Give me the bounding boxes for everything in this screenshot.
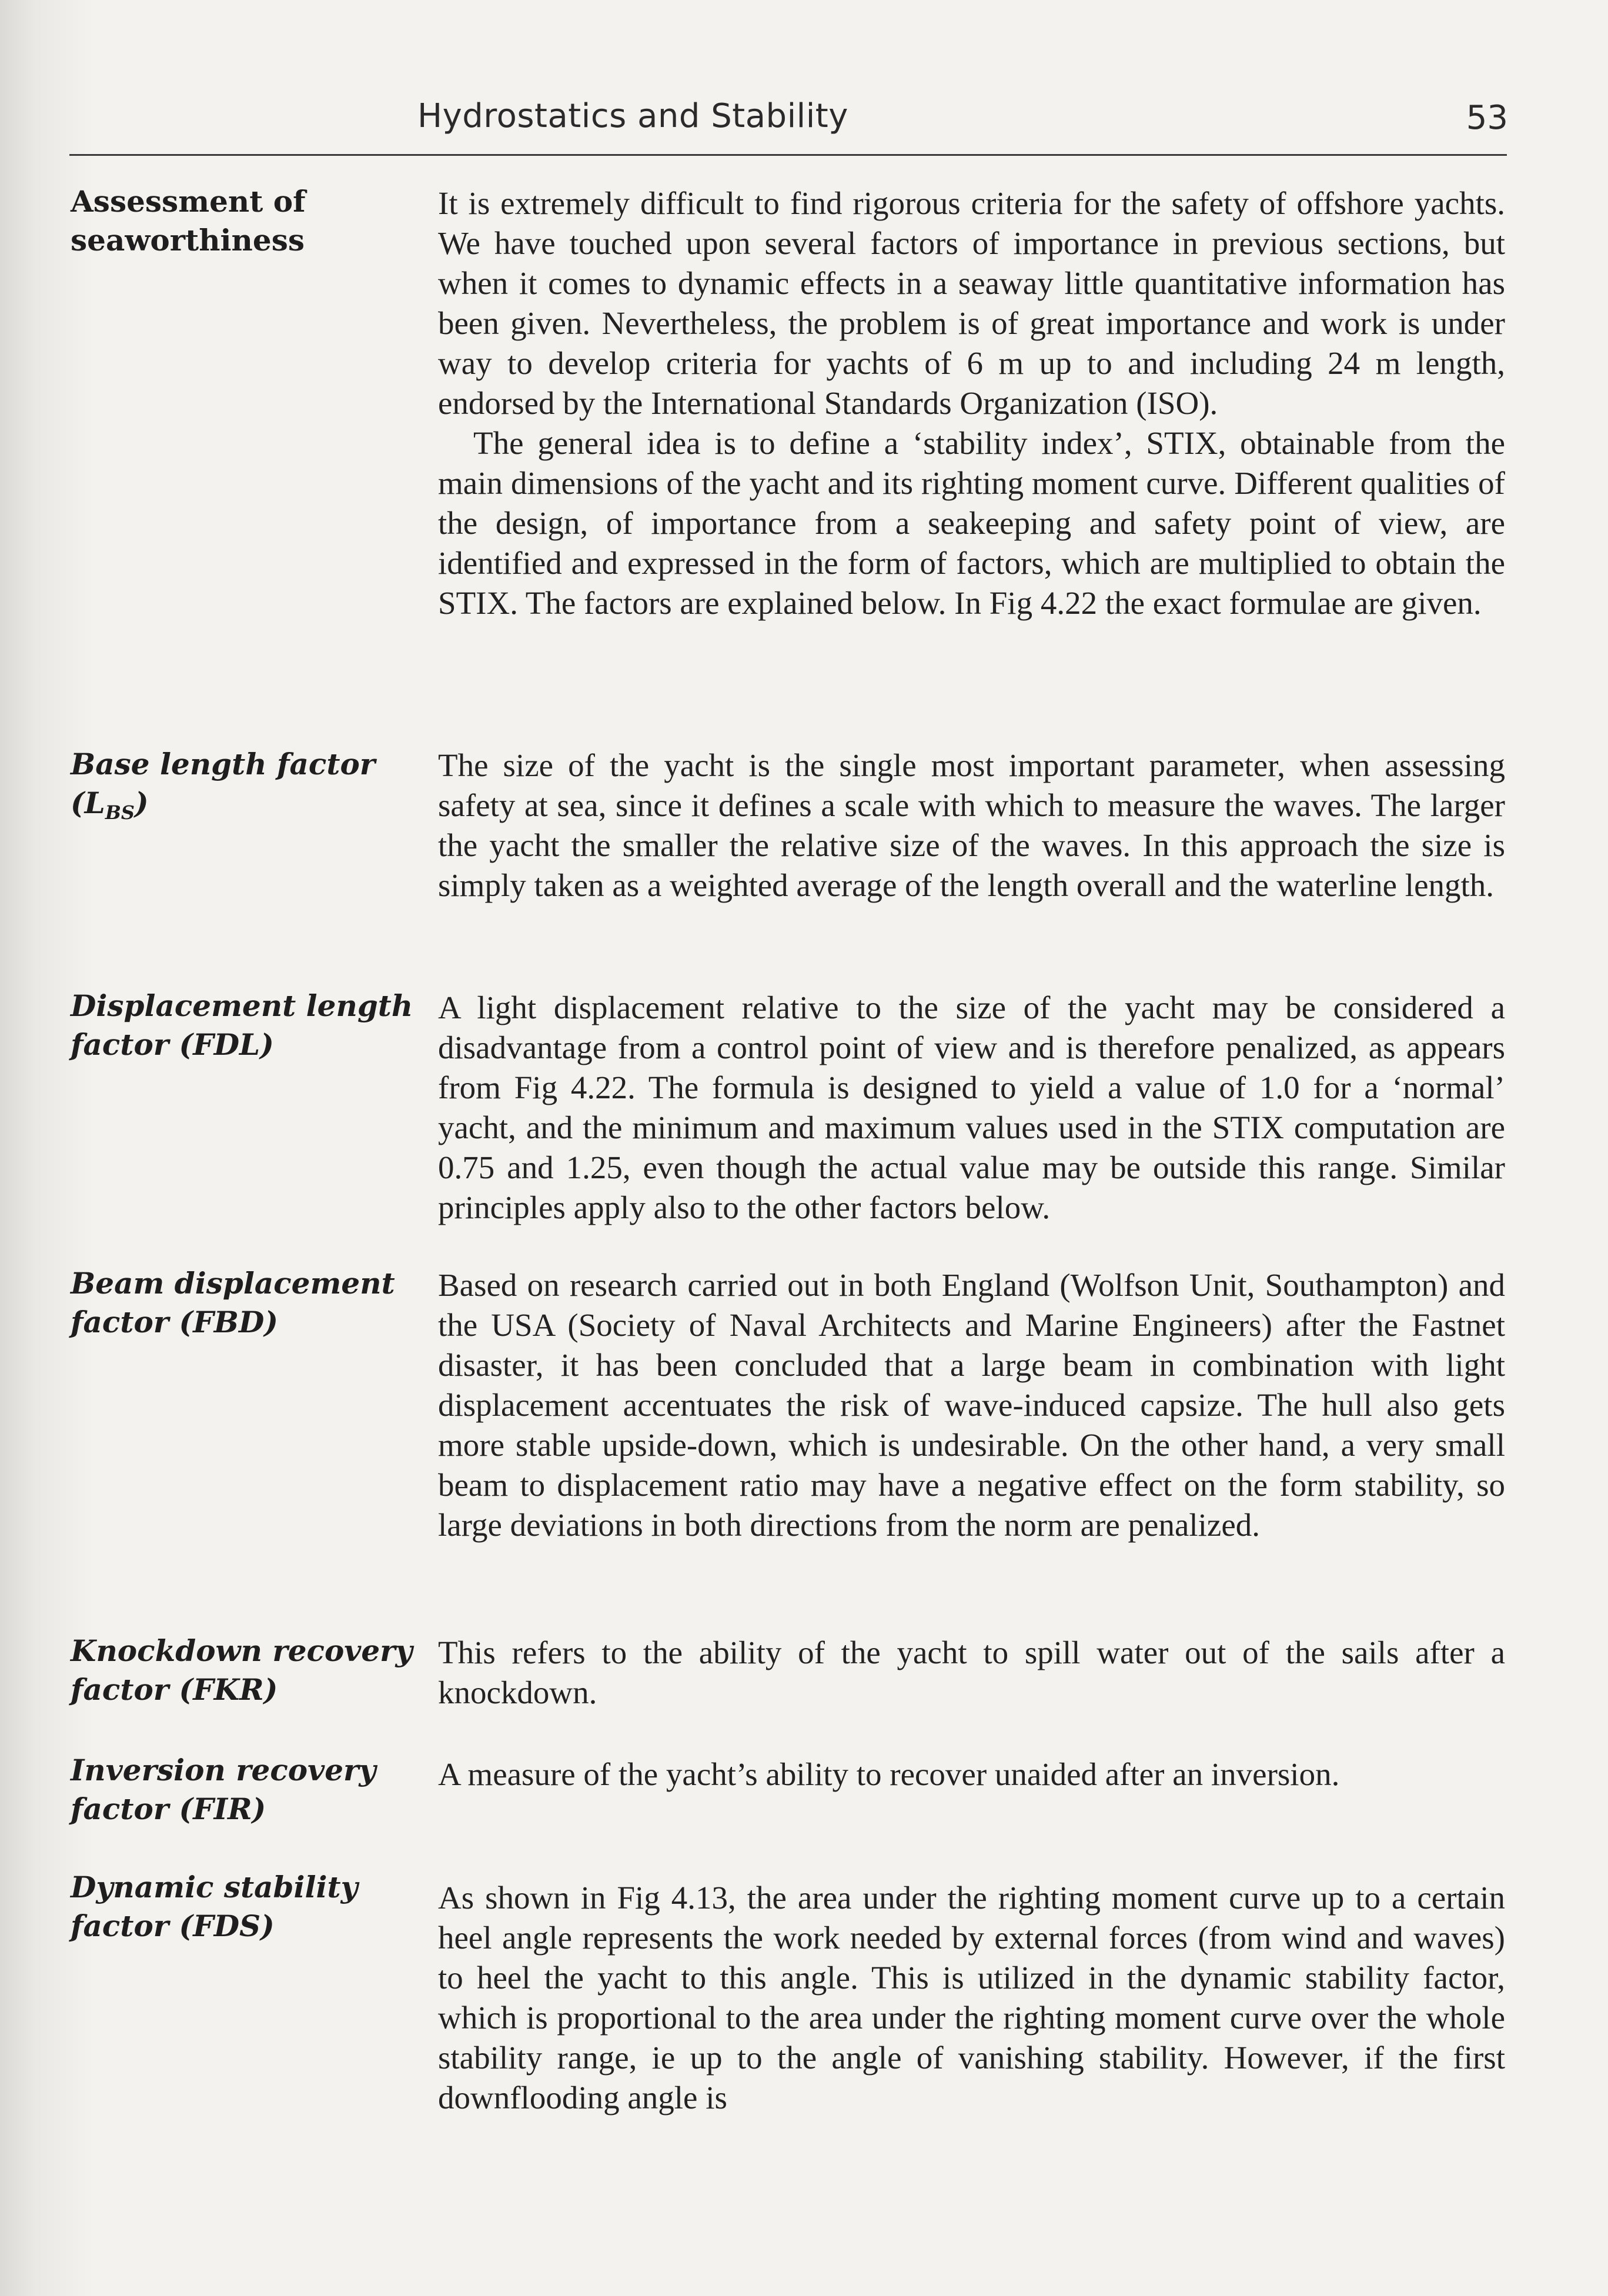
symbol-subscript: BS	[105, 801, 135, 824]
side-heading-line: factor (FIR)	[71, 1792, 266, 1826]
side-heading-line: Knockdown recovery	[71, 1633, 413, 1668]
paragraph: A measure of the yacht’s ability to recover unaided after an inversion.	[438, 1756, 1340, 1792]
paragraph: The size of the yacht is the single most important parameter, when assessing safety at sea, since it defines a scale with which to measure the waves. The larger the yacht the smaller the relative size of the waves. In this approach the size is simply taken as a weighted average of the length overall and the waterline length.	[438, 747, 1505, 903]
side-heading-line: factor (FDL)	[71, 1027, 274, 1062]
side-heading-line: Dynamic stability	[71, 1870, 358, 1904]
side-heading-symbol: $(L_{BS})$	[71, 786, 149, 824]
header-rule	[69, 154, 1507, 156]
side-heading-line: factor (FBD)	[71, 1305, 278, 1339]
section-body	[438, 1265, 1505, 1545]
paragraph: The general idea is to define a ‘stability index’, STIX, obtainable from the main dimensions of the yacht and its righting moment curve. Different qualities of the design, of importance from a seakeeping and safety point of view, are identified and expressed in the form of factors, which are multiplied to obtain the STIX. The factors are explained below. In Fig 4.22 the exact formulae are given.	[438, 425, 1505, 621]
side-heading-line: seaworthiness	[71, 223, 305, 258]
section-body	[438, 183, 1505, 623]
side-heading-line: factor (FKR)	[71, 1672, 278, 1707]
side-heading	[71, 1751, 400, 1829]
section-body	[438, 746, 1505, 905]
paragraph: It is extremely difficult to find rigorous criteria for the safety of offshore yachts. We have touched upon several factors of importance in previous sections, but when it comes to dynamic effects in a seaway little quantitative information has been given. Nevertheless, the problem is of great importance and work is under way to develop criteria for yachts of 6 m up to and including 24 m length, endorsed by the International Standards Organization (ISO).	[438, 185, 1505, 421]
side-heading-line: Inversion recovery	[71, 1753, 376, 1787]
side-heading-line: Assessment of	[71, 184, 306, 219]
page-number: 53	[1466, 99, 1508, 137]
side-heading	[71, 1868, 400, 1946]
paragraph: As shown in Fig 4.13, the area under the righting moment curve up to a certain heel angle represents the work needed by external forces (from wind and waves) to heel the yacht to this angle. This is utilized in the dynamic stability factor, which is proportional to the area under the righting moment curve over the whole stability range, ie up to the angle of vanishing stability. However, if the first downflooding angle is	[438, 1880, 1505, 2115]
side-heading	[71, 987, 413, 1064]
paragraph: This refers to the ability of the yacht to spill water out of the sails after a knockdown.	[438, 1635, 1505, 1710]
paragraph: Based on research carried out in both England (Wolfson Unit, Southampton) and the USA (Society of Naval Architects and Marine Engineers) after the Fastnet disaster, it has been concluded that a large beam in combination with light displacement accentuates the risk of wave-induced capsize. The hull also gets more stable upside-down, which is undesirable. On the other hand, a very small beam to displacement ratio may have a negative effect on the form stability, so large deviations in both directions from the norm are penalized.	[438, 1267, 1505, 1543]
side-heading-line: factor (FDS)	[71, 1909, 275, 1943]
side-heading-line: Base length factor	[71, 747, 376, 781]
side-heading	[71, 745, 400, 823]
side-heading-line: Displacement length	[71, 988, 413, 1023]
section-body	[438, 988, 1505, 1228]
side-heading	[71, 182, 400, 260]
paragraph: A light displacement relative to the size of the yacht may be considered a disadvantage from a control point of view and is therefore penalized, as appears from Fig 4.22. The formula is designed to yield a value of 1.0 for a ‘normal’ yacht, and the minimum and maximum values used in the STIX computation are 0.75 and 1.25, even though the actual value may be outside this range. Similar principles apply also to the other factors below.	[438, 990, 1505, 1225]
section-body	[438, 1754, 1505, 1794]
side-heading-line: Beam displacement	[71, 1266, 395, 1301]
running-title: Hydrostatics and Stability	[417, 97, 848, 135]
side-heading	[71, 1632, 413, 1709]
section-body	[438, 1878, 1505, 2118]
side-heading	[71, 1264, 400, 1342]
section-body	[438, 1633, 1505, 1713]
symbol-letter: L	[84, 786, 105, 820]
